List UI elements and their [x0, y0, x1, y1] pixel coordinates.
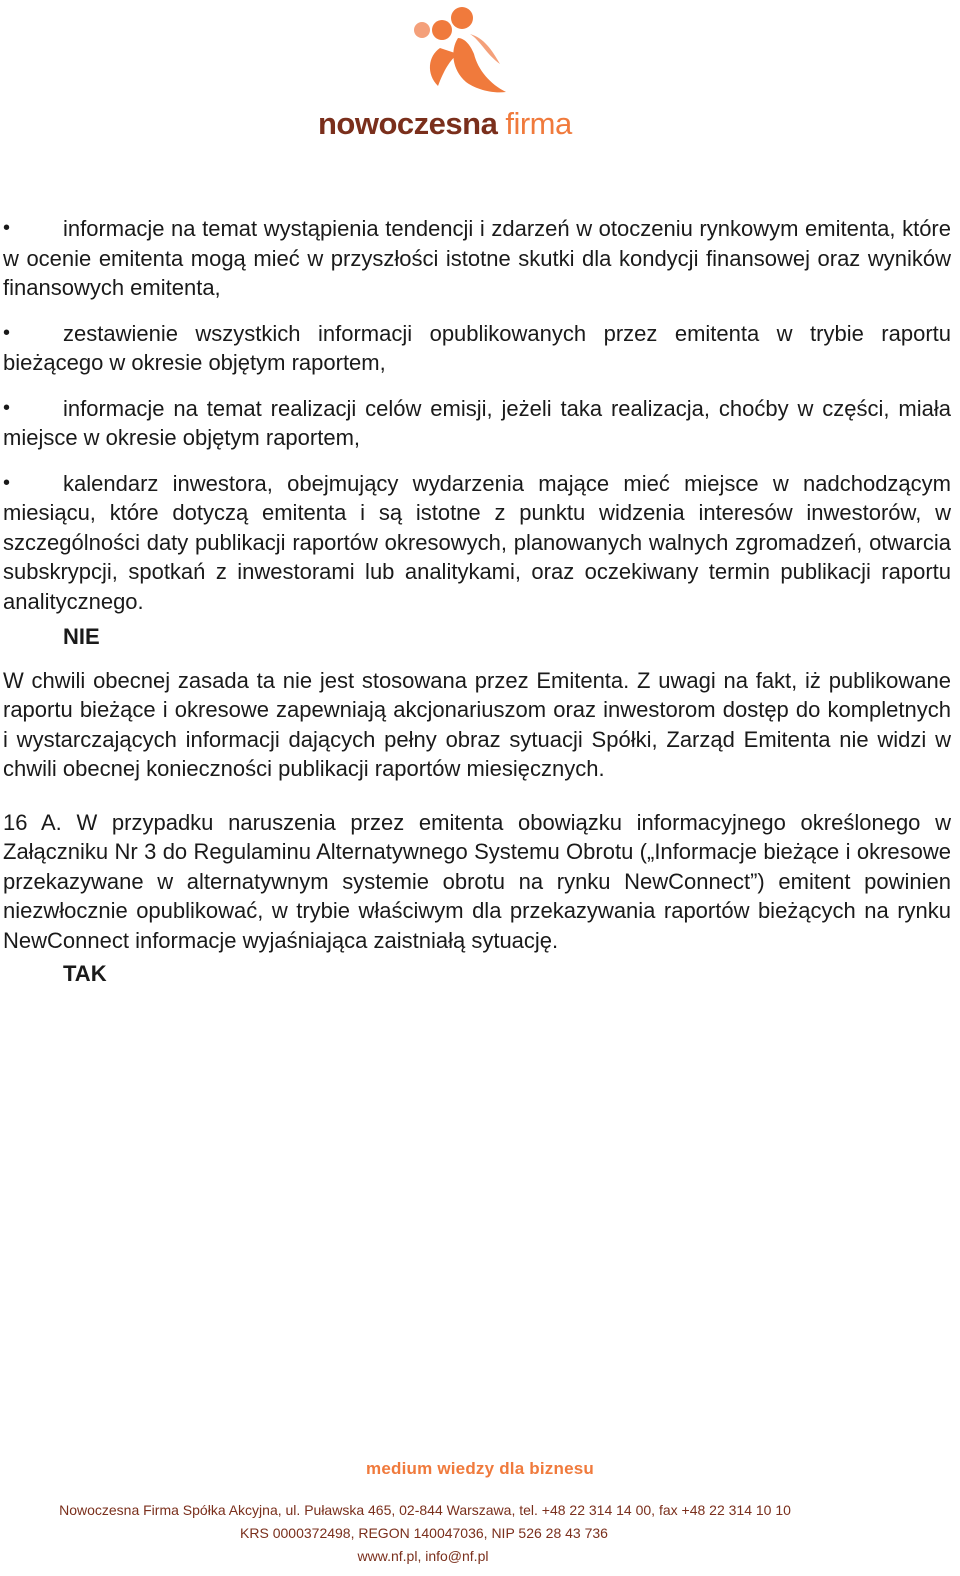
bullet-text: kalendarz inwestora, obejmujący wydarzenia mające mieć miejsce w nadchodzącym miesiącu, które dotyczą emitenta i są istotne z punktu widzenia interesów inwestorów, w szczególności daty publikacji raportów okresowych, planowanych walnych zgromadzeń, otwarcia subskrypcji, spotkań z inwestorami lub analitykami, oraz oczekiwany termin publikacji raportu analitycznego. — [3, 470, 951, 614]
footer-company-address: Nowoczesna Firma Spółka Akcyjna, ul. Puławska 465, 02-844 Warszawa, tel. +48 22 314 14 00, fax +48 22 314 10 10 — [59, 1502, 791, 1518]
bullet-text: zestawienie wszystkich informacji opublikowanych przez emitenta w trybie raportu bieżącego w okresie objętym raportem, — [3, 320, 951, 375]
logo-word-firma: firma — [505, 106, 572, 141]
footer-contact: www.nf.pl, info@nf.pl — [357, 1548, 489, 1564]
bullet-icon: • — [3, 217, 11, 239]
bullet-item-issue-goals — [3, 394, 951, 453]
bullet-text: informacje na temat wystąpienia tendencji i zdarzeń w otoczeniu rynkowym emitenta, które w ocenie emitenta mogą mieć w przyszłości istotne skutki dla kondycji finansowej oraz wyników finansowych emitenta, — [3, 216, 951, 300]
footer-registration: KRS 0000372498, REGON 140047036, NIP 526 28 43 736 — [240, 1525, 608, 1541]
people-logo-icon — [410, 4, 520, 104]
footer-slogan: medium wiedzy dla biznesu — [366, 1459, 594, 1478]
bullet-icon: • — [3, 321, 11, 344]
bullet-icon: • — [3, 471, 11, 494]
bullet-item-investor-calendar — [3, 469, 951, 617]
bullet-text: informacje na temat realizacji celów emisji, jeżeli taka realizacja, choćby w części, miała miejsce w okresie objętym raportem, — [3, 395, 951, 450]
bullet-icon: • — [3, 396, 11, 419]
document-body — [3, 214, 951, 1003]
answer-nie: NIE — [63, 624, 100, 649]
company-logo — [318, 4, 618, 144]
explanation-paragraph: W chwili obecnej zasada ta nie jest stosowana przez Emitenta. Z uwagi na fakt, iż publikowane raportu bieżące i okresowe zapewniają akcjonariuszom oraz inwestorom dostęp do kompletnych i wystarczających informacji dających pełny obraz sytuacji Spółki, Zarząd Emitenta nie widzi w chwili obecnej konieczności publikacji raportów miesięcznych. — [3, 667, 951, 781]
logo-word-nowoczesna: nowoczesna — [318, 106, 498, 141]
logo-wordmark — [318, 106, 618, 142]
rule-16a-paragraph: 16 A. W przypadku naruszenia przez emitenta obowiązku informacyjnego określonego w Załączniku Nr 3 do Regulaminu Alternatywnego Systemu Obrotu („Informacje bieżące i okresowe przekazywane w alternatywnym systemie obrotu na rynku NewConnect”) emitent powinien niezwłocznie opublikować, w trybie właściwym dla przekazywania raportów bieżących na rynku NewConnect informacje wyjaśniająca zaistniałą sytuację. — [3, 809, 951, 953]
bullet-item-current-reports — [3, 319, 951, 378]
bullet-item-market-trends — [3, 214, 951, 303]
answer-tak: TAK — [63, 961, 107, 986]
